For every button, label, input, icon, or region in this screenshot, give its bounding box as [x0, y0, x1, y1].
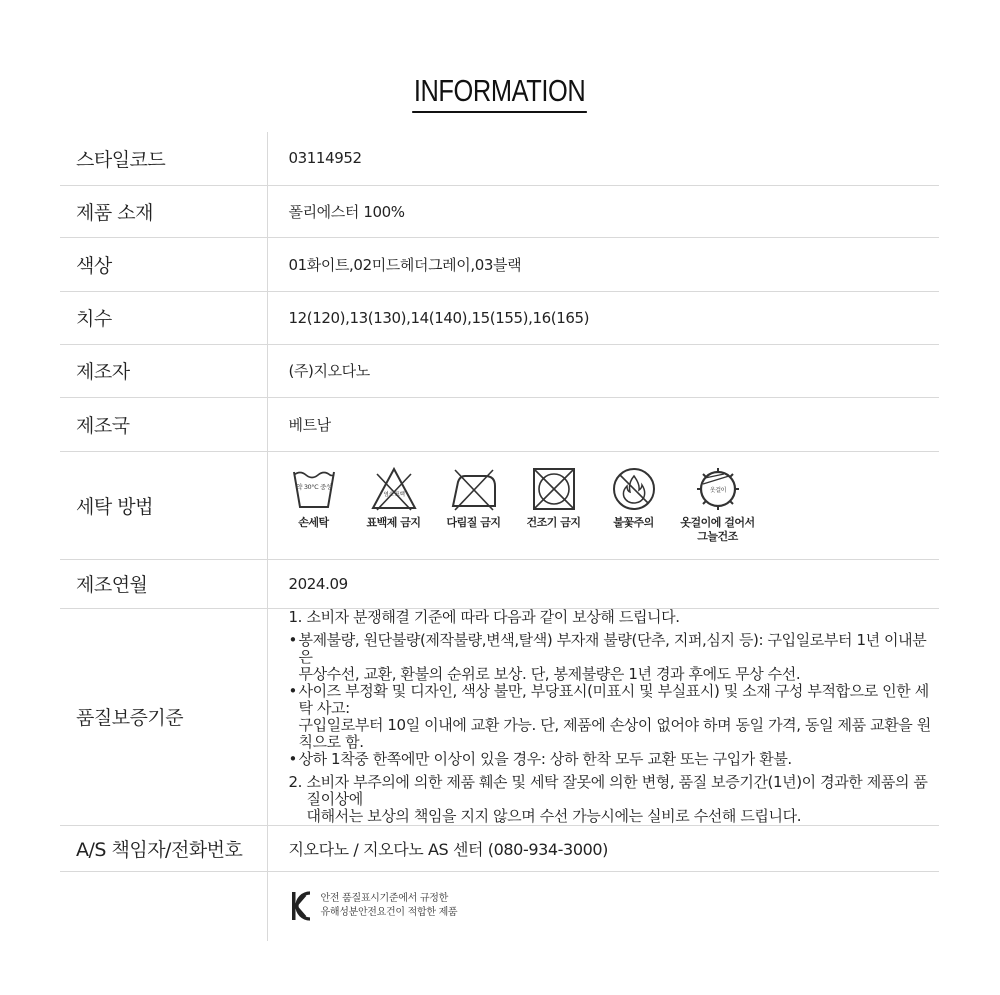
wash-item-no-bleach — [354, 466, 434, 530]
style-code-label: 스타일코드 — [60, 132, 267, 185]
row-color — [60, 237, 939, 291]
kc-text-line2: 유해성분안전요건이 적합한 제품 — [320, 907, 458, 919]
hang-dry-caption — [680, 516, 754, 544]
wash-item-fire-caution — [594, 466, 674, 530]
quality-bullet-2 — [289, 683, 940, 751]
wash-item-hand-wash — [274, 466, 354, 530]
kc-text-line1: 안전 품질표시기준에서 규정한 — [320, 893, 448, 905]
washing-icons — [274, 466, 940, 544]
wash-item-hang-dry — [674, 466, 762, 544]
information-heading-wrap — [0, 72, 1000, 113]
quality-bullet-3-text: 상하 1착중 한쪽에만 이상이 있을 경우: 상하 한착 모두 교환 또는 구입가 환불. — [298, 749, 792, 768]
row-origin — [60, 397, 939, 451]
hand-wash-caption: 손세탁 — [298, 516, 329, 529]
bullet-mark: • — [288, 630, 297, 649]
hang-dry-text: 옷걸이 — [709, 487, 726, 494]
no-bleach-icon — [371, 466, 417, 512]
quality-point-2-line1: 소비자 부주의에 의한 제품 훼손 및 세탁 잘못에 의한 변형, 품질 보증기간(1년)이 경과한 제품의 품질이상에 — [306, 772, 928, 808]
quality-bullet-1 — [289, 632, 940, 683]
hang-dry-shade-icon — [694, 466, 742, 512]
kc-mark-icon — [289, 889, 315, 923]
kc-label-empty — [60, 871, 267, 941]
no-iron-icon — [449, 466, 499, 512]
hand-wash-icon — [291, 466, 337, 512]
quality-bullet-2-line1: 사이즈 부정확 및 디자인, 색상 불만, 부당표시(미표시 및 부실표시) 및 소재 구성 부적합으로 인한 세탁 사고: — [298, 681, 929, 717]
no-bleach-caption: 표백제 금지 — [366, 516, 421, 529]
hang-dry-caption-line1: 옷걸이에 걸어서 — [680, 516, 755, 529]
quality-point-2-line2: 대해서는 보상의 책임을 지지 않으며 수선 가능시에는 실비로 수선해 드립니다. — [306, 806, 802, 825]
kc-cell — [267, 871, 939, 941]
material-value: 폴리에스터 100% — [267, 185, 939, 237]
hand-wash-temp-text: 약 30°C 중성 — [295, 483, 332, 491]
quality-point-1-text: 소비자 분쟁해결 기준에 따라 다음과 같이 보상해 드립니다. — [306, 607, 680, 626]
size-value: 12(120),13(130),14(140),15(155),16(165) — [267, 291, 939, 344]
no-bleach-text: 염소 표백 — [382, 492, 405, 498]
color-label: 색상 — [60, 237, 267, 291]
page-title: INFORMATION — [413, 72, 588, 113]
washing-label: 세탁 방법 — [60, 451, 267, 559]
wash-item-no-tumble-dry — [514, 466, 594, 530]
bullet-mark: • — [288, 749, 297, 768]
row-quality — [60, 608, 939, 825]
product-info-table — [60, 132, 939, 941]
no-tumble-dry-icon — [531, 466, 577, 512]
manufacturer-value: (주)지오다노 — [267, 344, 939, 397]
fire-caution-caption: 불꽃주의 — [613, 516, 654, 529]
no-iron-caption: 다림질 금지 — [446, 516, 501, 529]
row-manufacturer — [60, 344, 939, 397]
washing-icons-cell — [267, 451, 939, 559]
quality-bullet-2-line2: 구입일로부터 10일 이내에 교환 가능. 단, 제품에 손상이 없어야 하며 동일 가격, 동일 제품 교환을 원칙으로 함. — [298, 715, 931, 751]
kc-certification — [289, 889, 940, 923]
no-tumble-dry-caption: 건조기 금지 — [526, 516, 581, 529]
row-kc — [60, 871, 939, 941]
as-value: 지오다노 / 지오다노 AS 센터 (080-934-3000) — [267, 825, 939, 871]
size-label: 치수 — [60, 291, 267, 344]
quality-bullet-1-line2: 무상수선, 교환, 환불의 순위로 보상. 단, 봉제불량은 1년 경과 후에도 무상 수선. — [298, 664, 801, 683]
quality-bullet-1-line1: 봉제불량, 원단불량(제작불량,변색,탈색) 부자재 불량(단추, 지퍼,심지 등): 구입일로부터 1년 이내분은 — [298, 630, 927, 666]
quality-point-2 — [289, 774, 940, 825]
wash-item-no-iron — [434, 466, 514, 530]
quality-bullet-3 — [289, 751, 940, 768]
as-label: A/S 책임자/전화번호 — [60, 825, 267, 871]
quality-text — [267, 608, 939, 825]
fire-caution-icon — [611, 466, 657, 512]
hang-dry-caption-line2: 그늘건조 — [697, 530, 738, 543]
row-material — [60, 185, 939, 237]
quality-point-2-number: 2. — [288, 772, 303, 791]
material-label: 제품 소재 — [60, 185, 267, 237]
row-size — [60, 291, 939, 344]
quality-point-1 — [289, 609, 940, 626]
origin-value: 베트남 — [267, 397, 939, 451]
kc-text — [321, 892, 458, 920]
bullet-mark: • — [288, 681, 297, 700]
quality-label: 품질보증기준 — [60, 608, 267, 825]
origin-label: 제조국 — [60, 397, 267, 451]
row-as — [60, 825, 939, 871]
date-label: 제조연월 — [60, 559, 267, 608]
quality-point-1-number: 1. — [288, 607, 303, 626]
row-date — [60, 559, 939, 608]
color-value: 01화이트,02미드헤더그레이,03블랙 — [267, 237, 939, 291]
date-value: 2024.09 — [267, 559, 939, 608]
row-style-code — [60, 132, 939, 185]
row-washing — [60, 451, 939, 559]
style-code-value: 03114952 — [267, 132, 939, 185]
manufacturer-label: 제조자 — [60, 344, 267, 397]
